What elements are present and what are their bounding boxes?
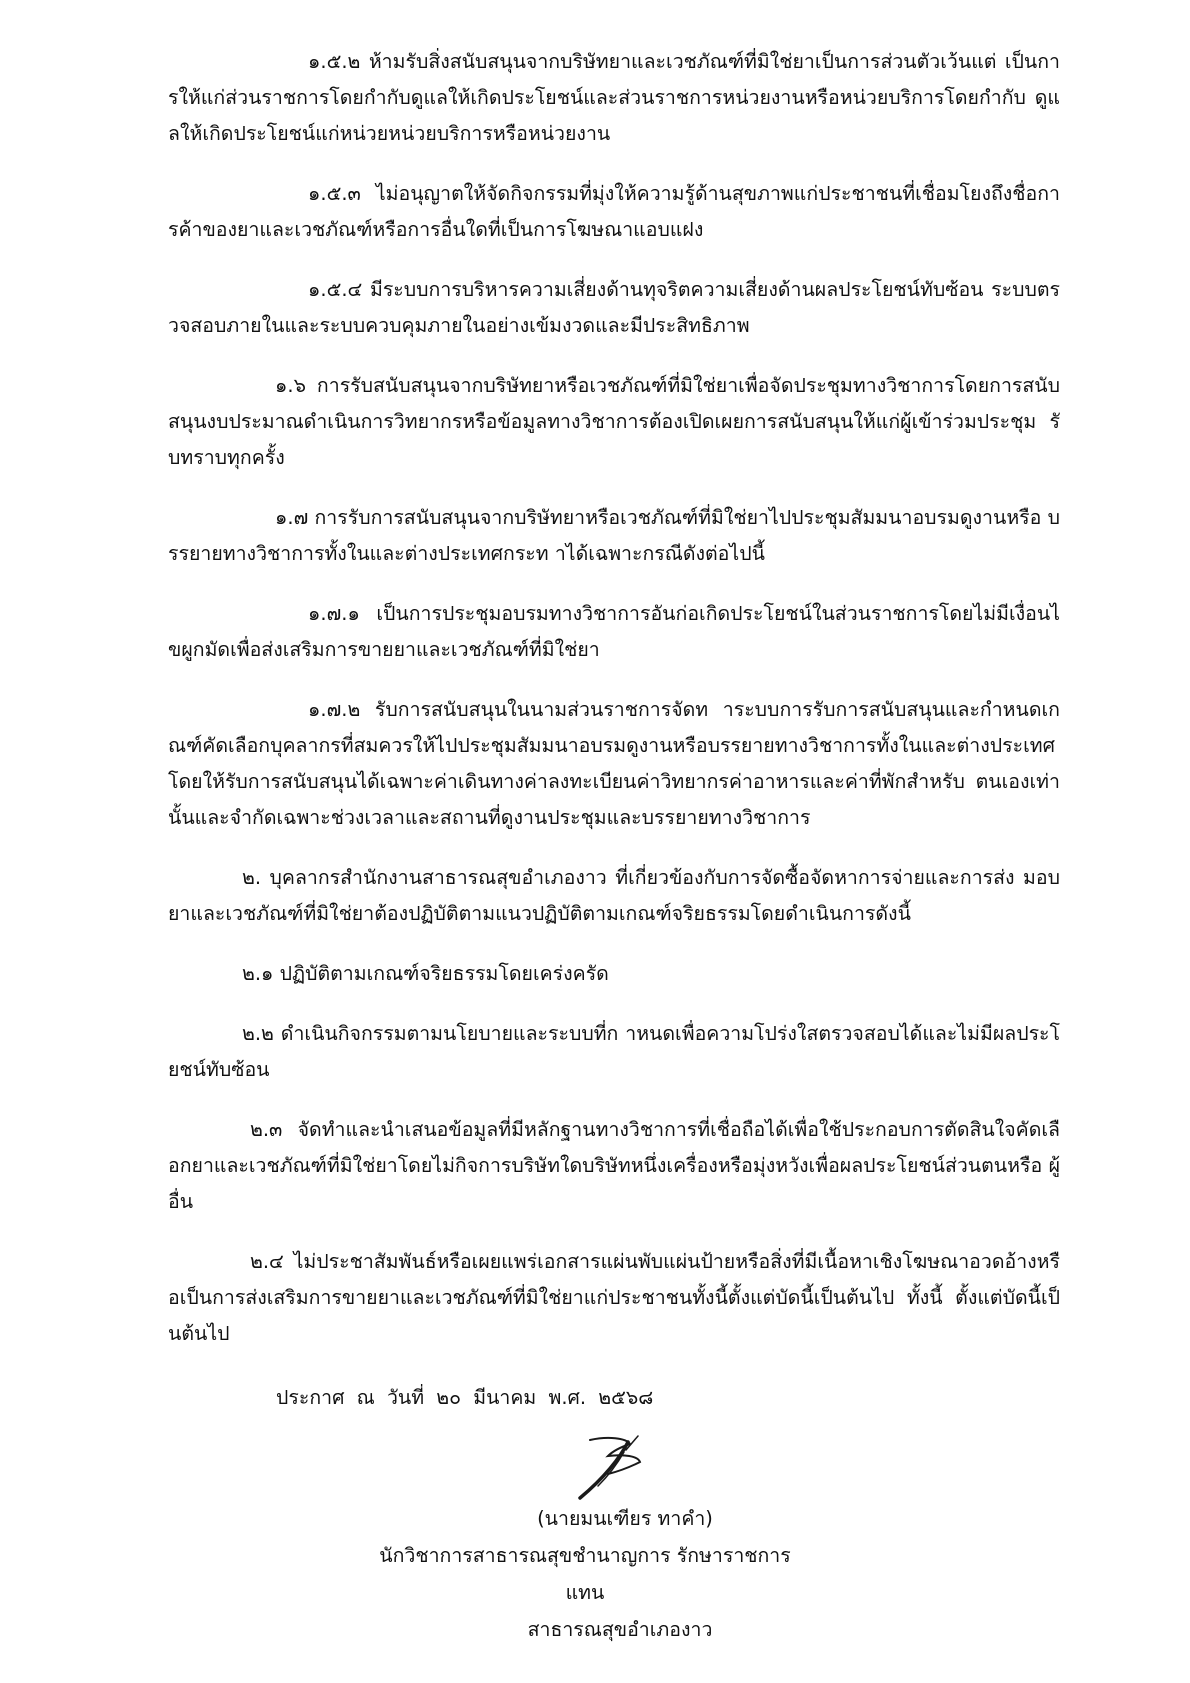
signature-block — [360, 1500, 810, 1648]
paragraph-2-2: ๒.๒ ดำเนินกิจกรรมตามนโยบายและระบบที่ก าหนดเพื่อความโปร่งใสตรวจสอบได้และไม่มีผลประโยชน์ทับซ้อน — [168, 1022, 1060, 1081]
paragraph-1-7-2: ๑.๗.๒ รับการสนับสนุนในนามส่วนราชการจัดท าระบบการรับการสนับสนุนและกำหนดเกณฑ์คัดเลือกบุคลากรที่สมควรให้ไปประชุมสัมมนาอบรมดูงานหรือบรรยายทางวิชาการทั้งในและต่างประเทศโดยให้รับการสนับสนุนได้เฉพาะค่าเดินทางค่าลงทะเบียนค่าวิทยากรค่าอาหารและค่าที่พักสำหรับ ตนเองเท่านั้นและจำกัดเฉพาะช่วงเวลาและสถานที่ดูงานประชุมและบรรยายทางวิชาการ — [168, 698, 1060, 829]
paragraph-2-4: ๒.๔ ไม่ประชาสัมพันธ์หรือเผยแพร่เอกสารแผ่นพับแผ่นป้ายหรือสิ่งที่มีเนื้อหาเชิงโฆษณาอวดอ้างหรือเป็นการส่งเสริมการขายยาและเวชภัณฑ์ที่มิใช่ยาแก่ประชาชนทั้งนี้ตั้งแต่บัดนี้เป็นต้นไป ทั้งนี้ ตั้งแต่บัดนี้เป็นต้นไป — [168, 1250, 1060, 1345]
paragraph-2-1: ๒.๑ ปฏิบัติตามเกณฑ์จริยธรรมโดยเคร่งครัด — [242, 962, 609, 985]
paragraph-1-6: ๑.๖ การรับสนับสนุนจากบริษัทยาหรือเวชภัณฑ์ที่มิใช่ยาเพื่อจัดประชุมทางวิชาการโดยการสนับสนุนงบประมาณดำเนินการวิทยากรหรือข้อมูลทางวิชาการต้องเปิดเผยการสนับสนุนให้แก่ผู้เข้าร่วมประชุม รับทราบทุกครั้ง — [168, 374, 1060, 469]
paragraph-1-5-2: ๑.๕.๒ ห้ามรับสิ่งสนับสนุนจากบริษัทยาและเวชภัณฑ์ที่มิใช่ยาเป็นการส่วนตัวเว้นแต่ เป็นการให้แก่ส่วนราชการโดยกำกับดูแลให้เกิดประโยชน์และส่วนราชการหน่วยงานหรือหน่วยบริการโดยกำกับ ดูแลให้เกิดประโยชน์แก่หน่วยหน่วยบริการหรือหน่วยงาน — [168, 50, 1060, 145]
paragraph-1-5-3: ๑.๕.๓ ไม่อนุญาตให้จัดกิจกรรมที่มุ่งให้ความรู้ด้านสุขภาพแก่ประชาชนที่เชื่อมโยงถึงชื่อการค้าของยาและเวชภัณฑ์หรือการอื่นใดที่เป็นการโฆษณาแอบแฝง — [168, 182, 1060, 241]
paragraph-2: ๒. บุคลากรสำนักงานสาธารณสุขอำเภองาว ที่เกี่ยวข้องกับการจัดซื้อจัดหาการจ่ายและการส่ง มอบยาและเวชภัณฑ์ที่มิใช่ยาต้องปฏิบัติตามแนวปฏิบัติตามเกณฑ์จริยธรรมโดยดำเนินการดังนี้ — [168, 866, 1060, 925]
paragraph-2-3: ๒.๓ จัดทำและนำเสนอข้อมูลที่มีหลักฐานทางวิชาการที่เชื่อถือได้เพื่อใช้ประกอบการตัดสินใจคัดเลือกยาและเวชภัณฑ์ที่มิใช่ยาโดยไม่กิจการบริษัทใดบริษัทหนึ่งเครื่องหรือมุ่งหวังเพื่อผลประโยชน์ส่วนตนหรือ ผู้อื่น — [168, 1118, 1060, 1213]
signer-position: นักวิชาการสาธารณสุขชำนาญการ รักษาราชการแทน — [379, 1544, 791, 1604]
paragraph-1-5-4: ๑.๕.๔ มีระบบการบริหารความเสี่ยงด้านทุจริตความเสี่ยงด้านผลประโยชน์ทับซ้อน ระบบตรวจสอบภายในและระบบควบคุมภายในอย่างเข้มงวดและมีประสิทธิภาพ — [168, 278, 1060, 337]
paragraph-1-7: ๑.๗ การรับการสนับสนุนจากบริษัทยาหรือเวชภัณฑ์ที่มิใช่ยาไปประชุมสัมมนาอบรมดูงานหรือ บรรยายทางวิชาการทั้งในและต่างประเทศกระท าได้เฉพาะกรณีดังต่อไปนี้ — [168, 506, 1060, 565]
signature-icon — [568, 1432, 658, 1502]
paragraph-1-7-1: ๑.๗.๑ เป็นการประชุมอบรมทางวิชาการอันก่อเกิดประโยชน์ในส่วนราชการโดยไม่มีเงื่อนไขผูกมัดเพื่อส่งเสริมการขายยาและเวชภัณฑ์ที่มิใช่ยา — [168, 602, 1060, 661]
signer-name: (นายมนเฑียร ทาคำ) — [537, 1507, 713, 1530]
announcement-date: ประกาศ ณ วันที่ ๒๐ มีนาคม พ.ศ. ๒๕๖๘ — [276, 1386, 654, 1409]
signer-office: สาธารณสุขอำเภองาว — [527, 1618, 713, 1641]
